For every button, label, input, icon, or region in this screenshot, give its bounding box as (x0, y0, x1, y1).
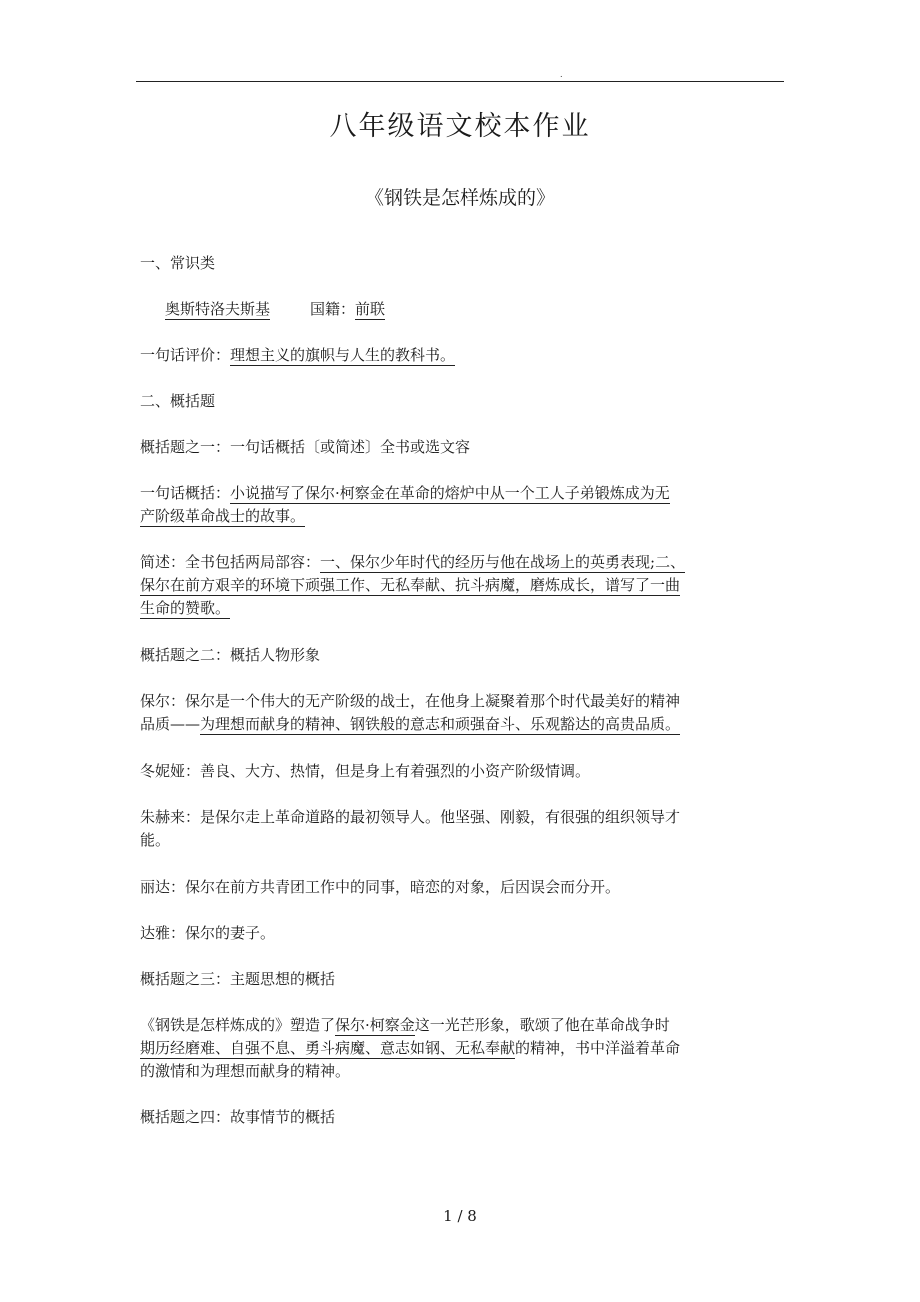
evaluation-text: 理想主义的旗帜与人生的教科书。 (230, 346, 456, 364)
brief-line-2 (140, 574, 785, 596)
evaluation-line (140, 344, 785, 366)
brief-text-3: 生命的赞歌。 (140, 599, 231, 617)
book-title: 《钢铁是怎样炼成的》 (364, 187, 555, 209)
q3-heading: 概括题之三：主题思想的概括 (140, 970, 336, 988)
summary-line-1 (140, 482, 785, 504)
zhuhelai-line-1: 朱赫来：是保尔走上革命道路的最初领导人。他坚强、刚毅，有很强的组织领导才 (140, 808, 681, 826)
zhuhelai-line-2: 能。 (140, 831, 171, 849)
tonya-description: 冬妮娅：善良、大方、热情，但是身上有着强烈的小资产阶级情调。 (140, 762, 591, 780)
paul-line-2 (140, 713, 785, 735)
theme-line-2 (140, 1037, 785, 1059)
theme-line-1 (140, 1014, 785, 1036)
daya-description: 达雅：保尔的妻子。 (140, 924, 276, 942)
summary-line-2 (140, 505, 785, 527)
brief-line-1 (140, 551, 785, 573)
section2-heading: 二、概括题 (140, 392, 216, 410)
page-number: 1 / 8 (443, 1207, 477, 1225)
theme-line-1-b: 这一光芒形象，歌颂了他在革命战争时 (414, 1016, 670, 1034)
section1-heading: 一、常识类 (140, 254, 216, 272)
summary-text-1: 小说描写了保尔·柯察金在革命的熔炉中从一个工人子弟锻炼成为无 (230, 484, 670, 502)
summary-label: 一句话概括： (140, 484, 231, 502)
theme-protagonist: 保尔·柯察金 (335, 1016, 415, 1034)
author-name: 奥斯特洛夫斯基 (165, 300, 271, 318)
evaluation-label: 一句话评价： (140, 346, 231, 364)
theme-line-2-b: 的精神，书中洋溢着革命 (515, 1039, 681, 1057)
brief-line-3 (140, 597, 785, 619)
brief-label: 简述：全书包括两局部容： (140, 553, 321, 571)
theme-line-1-a: 《钢铁是怎样炼成的》塑造了 (140, 1016, 336, 1034)
q4-heading: 概括题之四：故事情节的概括 (140, 1108, 336, 1126)
paul-line-2-prefix: 品质—— (140, 715, 201, 733)
brief-text-1: 一、保尔少年时代的经历与他在战场上的英勇表现;二、 (320, 553, 686, 571)
nationality-value: 前联 (355, 300, 386, 318)
paul-qualities: 为理想而献身的精神、钢铁般的意志和顽强奋斗、乐观豁达的高贵品质。 (200, 715, 681, 733)
q2-heading: 概括题之二：概括人物形象 (140, 646, 321, 664)
header-rule (136, 81, 784, 82)
rita-description: 丽达：保尔在前方共青团工作中的同事，暗恋的对象，后因误会而分开。 (140, 878, 621, 896)
page-title: 八年级语文校本作业 (329, 111, 591, 142)
brief-text-2: 保尔在前方艰辛的环境下顽强工作、无私奉献、抗斗病魔，磨炼成长，谱写了一曲 (140, 576, 681, 594)
theme-line-3: 的激情和为理想而献身的精神。 (140, 1062, 351, 1080)
q1-heading: 概括题之一：一句话概括〔或简述〕全书或选文容 (140, 438, 471, 456)
theme-spirit: 期历经磨难、自强不息、勇斗病魔、意志如钢、无私奉献 (140, 1039, 516, 1057)
paul-line-1: 保尔：保尔是一个伟大的无产阶级的战士，在他身上凝聚着那个时代最美好的精神 (140, 692, 681, 710)
summary-text-2: 产阶级革命战士的故事。 (140, 507, 306, 525)
author-line (165, 298, 810, 320)
nationality-label: 国籍： (310, 300, 356, 318)
header-mark: . (560, 70, 563, 79)
